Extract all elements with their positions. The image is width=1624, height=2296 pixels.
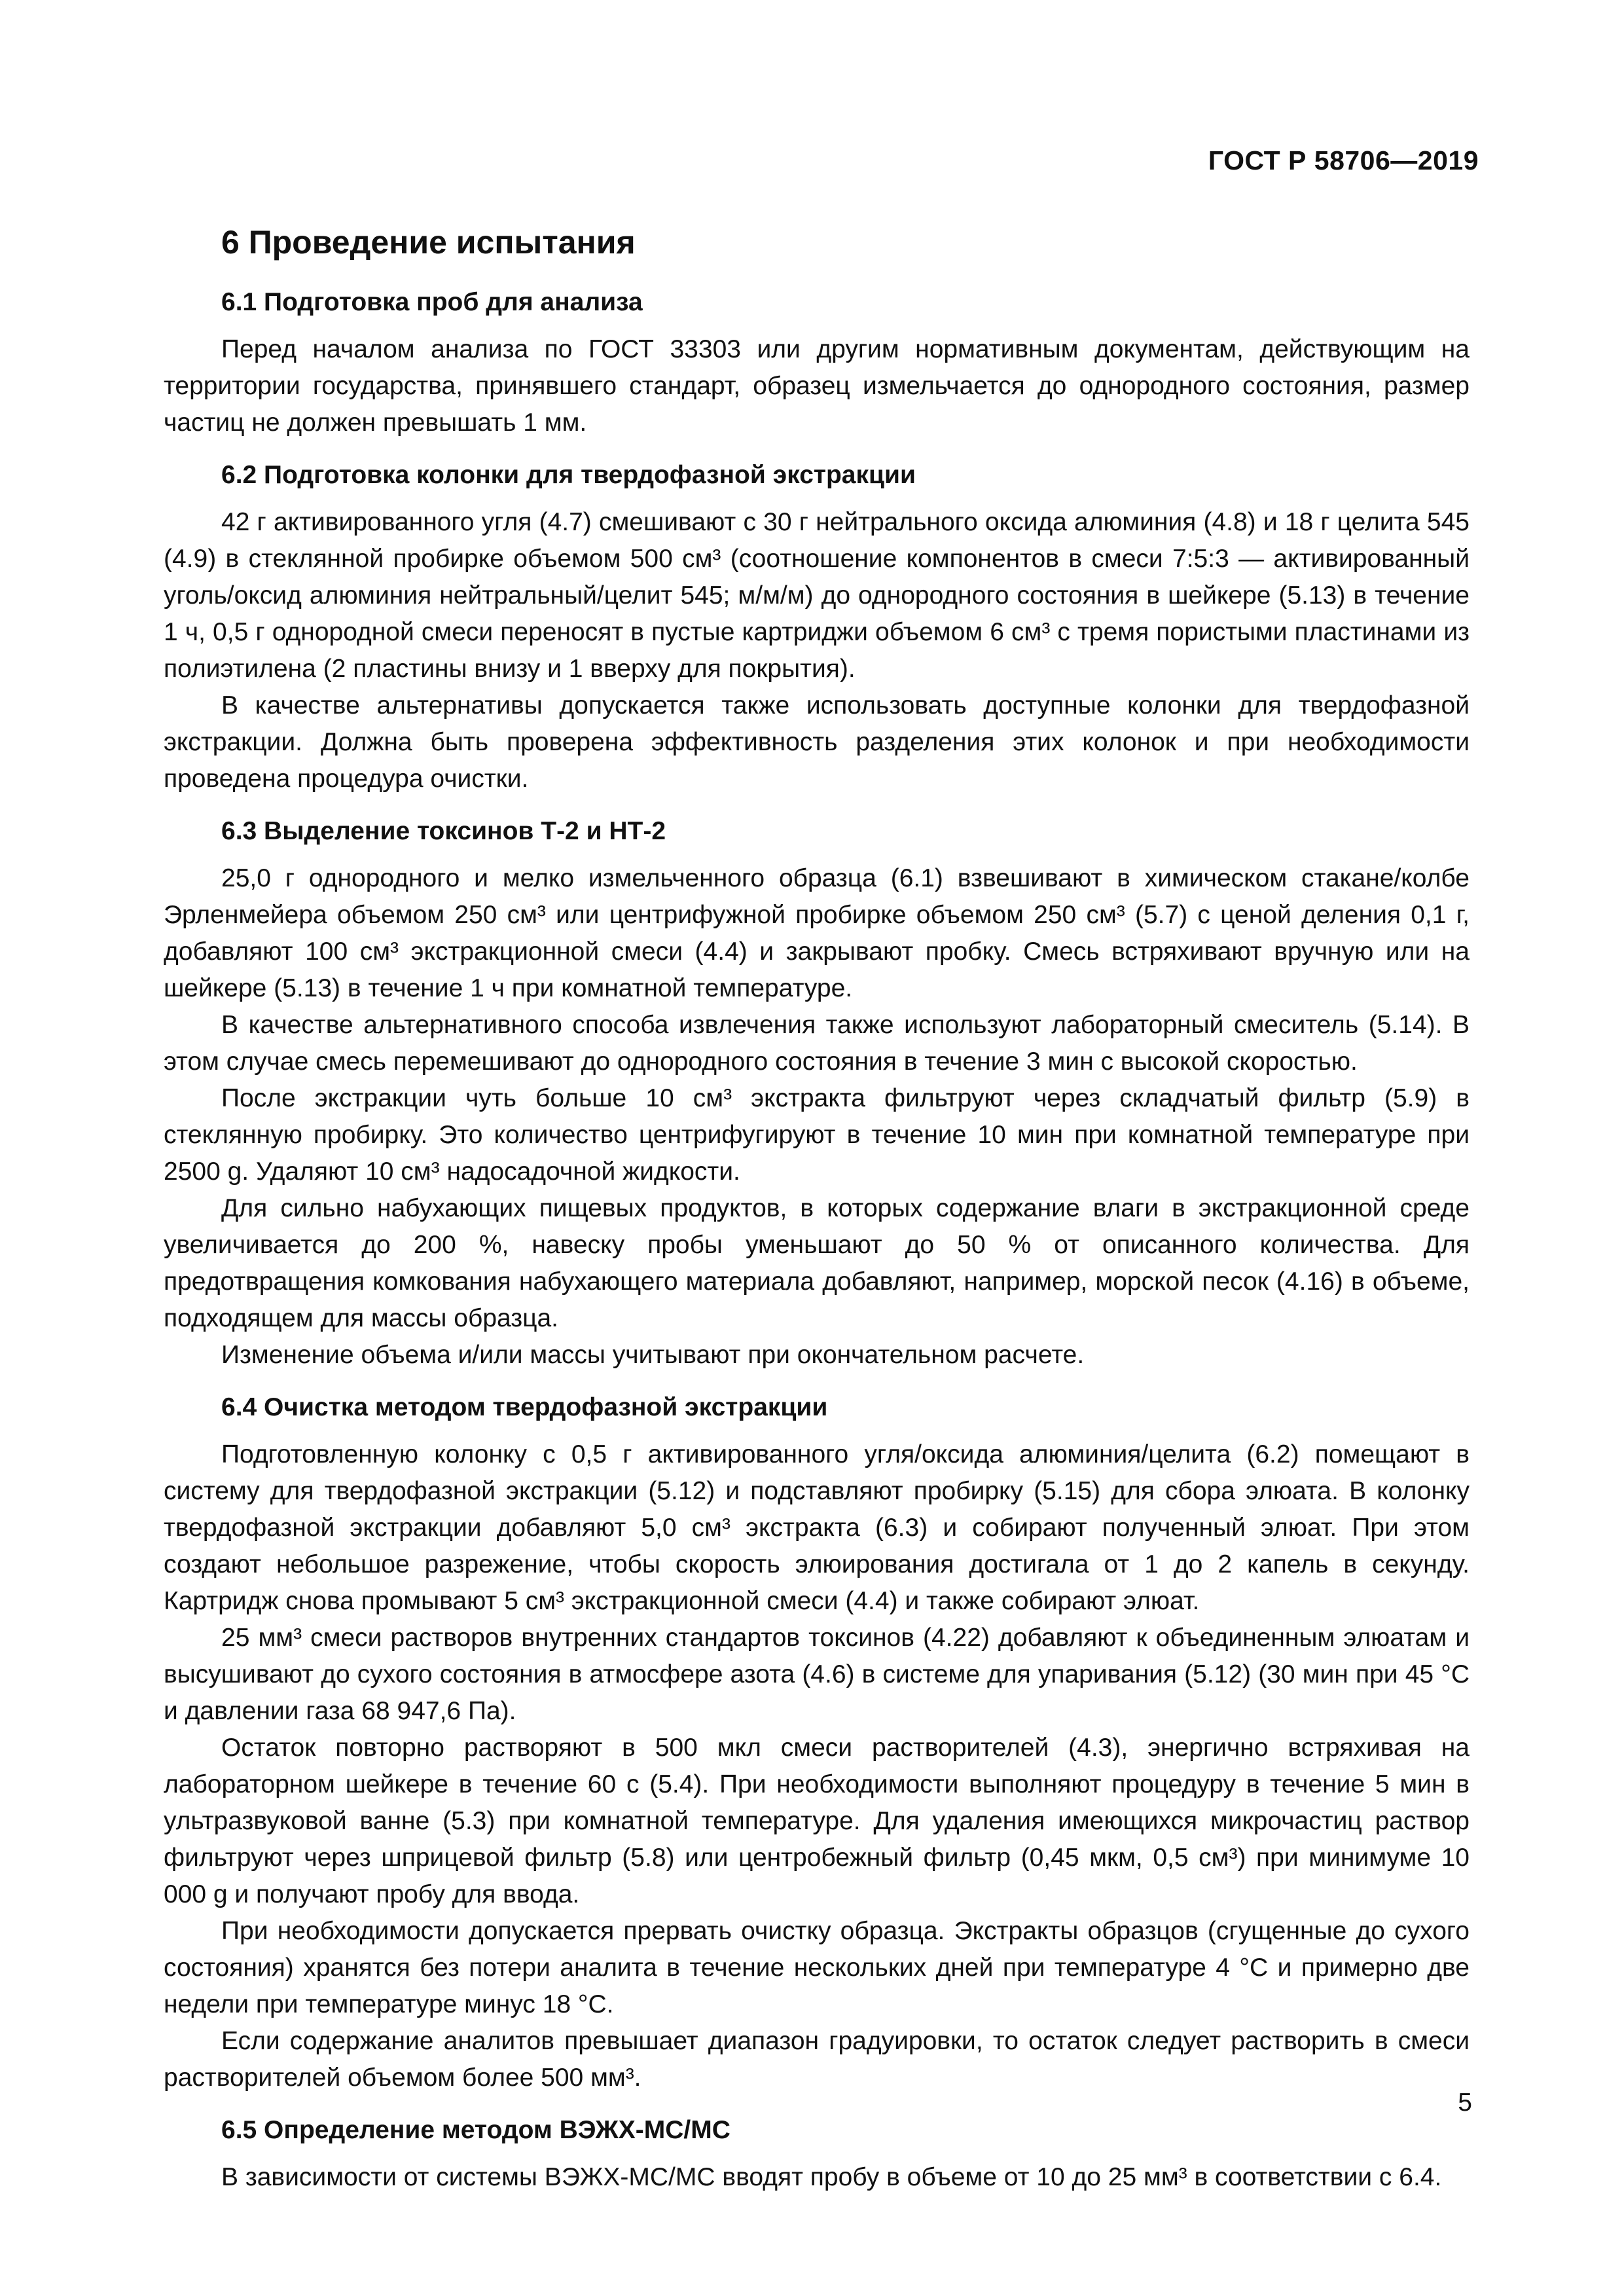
- paragraph: При необходимости допускается прервать очистку образца. Экстракты образцов (сгущенные до сухого состояния) хранятся без потери аналита в течение нескольких дней при температуре 4 °С и примерно две недели при температуре минус 18 °С.: [164, 1917, 1470, 2018]
- paragraph: В зависимости от системы ВЭЖХ-МС/МС вводят пробу в объеме от 10 до 25 мм³ в соответствии с 6.4.: [221, 2163, 1442, 2191]
- paragraph: 25 мм³ смеси растворов внутренних стандартов токсинов (4.22) добавляют к объединенным элюатам и высушивают до сухого состояния в атмосфере азота (4.6) в системе для упаривания (5.12) (30 мин при 45 °С и давлении газа 68 947,6 Па).: [164, 1624, 1470, 1725]
- subsection-6-2-title: 6.2 Подготовка колонки для твердофазной экстракции: [221, 461, 916, 489]
- paragraph: Остаток повторно растворяют в 500 мкл смеси растворителей (4.3), энергично встряхивая на лабораторном шейкере в течение 60 с (5.4). При необходимости выполняют процедуру в течение 5 мин в ультразвуковой ванне (5.3) при комнатной температуре. Для удаления имеющихся микрочастиц раствор фильтруют через шприцевой фильтр (5.8) или центробежный фильтр (0,45 мкм, 0,5 см³) при минимуме 10 000 g и получают пробу для ввода.: [164, 1734, 1470, 1908]
- subsection-6-5-title: 6.5 Определение методом ВЭЖХ-МС/МС: [221, 2116, 731, 2144]
- paragraph: В качестве альтернативы допускается также использовать доступные колонки для твердофазной экстракции. Должна быть проверена эффективность разделения этих колонок и при необходимости проведена процедура очистки.: [164, 691, 1470, 793]
- subsection-6-4-title: 6.4 Очистка методом твердофазной экстракции: [221, 1393, 828, 1421]
- page-number: 5: [1458, 2088, 1472, 2117]
- document-id: ГОСТ Р 58706—2019: [1208, 145, 1479, 175]
- paragraph: В качестве альтернативного способа извлечения также используют лабораторный смеситель (5.14). В этом случае смесь перемешивают до однородного состояния в течение 3 мин с высокой скоростью.: [164, 1011, 1470, 1076]
- paragraph: Для сильно набухающих пищевых продуктов, в которых содержание влаги в экстракционной среде увеличивается до 200 %, навеску пробы уменьшают до 50 % от описанного количества. Для предотвращения комкования набухающего материала добавляют, например, морской песок (4.16) в объеме, подходящем для массы образца.: [164, 1194, 1470, 1332]
- section-title: 6 Проведение испытания: [221, 224, 636, 261]
- paragraph: Изменение объема и/или массы учитывают при окончательном расчете.: [221, 1341, 1085, 1369]
- subsection-6-1-title: 6.1 Подготовка проб для анализа: [221, 288, 643, 316]
- paragraph: После экстракции чуть больше 10 см³ экстракта фильтруют через складчатый фильтр (5.9) в стеклянную пробирку. Это количество центрифугируют в течение 10 мин при комнатной температуре при 2500 g. Удаляют 10 см³ надосадочной жидкости.: [164, 1084, 1470, 1186]
- paragraph: 25,0 г однородного и мелко измельченного образца (6.1) взвешивают в химическом стакане/колбе Эрленмейера объемом 250 см³ или центрифужной пробирке объемом 250 см³ (5.7) с ценой деления 0,1 г, добавляют 100 см³ экстракционной смеси (4.4) и закрывают пробку. Смесь встряхивают вручную или на шейкере (5.13) в течение 1 ч при комнатной температуре.: [164, 864, 1470, 1002]
- paragraph: Если содержание аналитов превышает диапазон градуировки, то остаток следует растворить в смеси растворителей объемом более 500 мм³.: [164, 2027, 1470, 2092]
- paragraph: Подготовленную колонку с 0,5 г активированного угля/оксида алюминия/целита (6.2) помещают в систему для твердофазной экстракции (5.12) и подставляют пробирку (5.15) для сбора элюата. В колонку твердофазной экстракции добавляют 5,0 см³ экстракта (6.3) и собирают полученный элюат. При этом создают небольшое разрежение, чтобы скорость элюирования достигала от 1 до 2 капель в секунду. Картридж снова промывают 5 см³ экстракционной смеси (4.4) и также собирают элюат.: [164, 1440, 1470, 1615]
- document-body: [164, 216, 1470, 2196]
- subsection-6-3-title: 6.3 Выделение токсинов Т-2 и НТ-2: [221, 817, 666, 845]
- paragraph: 42 г активированного угля (4.7) смешивают с 30 г нейтрального оксида алюминия (4.8) и 18 г целита 545 (4.9) в стеклянной пробирке объемом 500 см³ (соотношение компонентов в смеси 7:5:3 — активированный уголь/оксид алюминия нейтральный/целит 545; м/м/м) до однородного состояния в шейкере (5.13) в течение 1 ч, 0,5 г однородной смеси переносят в пустые картриджи объемом 6 см³ с тремя пористыми пластинами из полиэтилена (2 пластины внизу и 1 вверху для покрытия).: [164, 508, 1470, 683]
- paragraph: Перед началом анализа по ГОСТ 33303 или другим нормативным документам, действующим на территории государства, принявшего стандарт, образец измельчается до однородного состояния, размер частиц не должен превышать 1 мм.: [164, 335, 1470, 437]
